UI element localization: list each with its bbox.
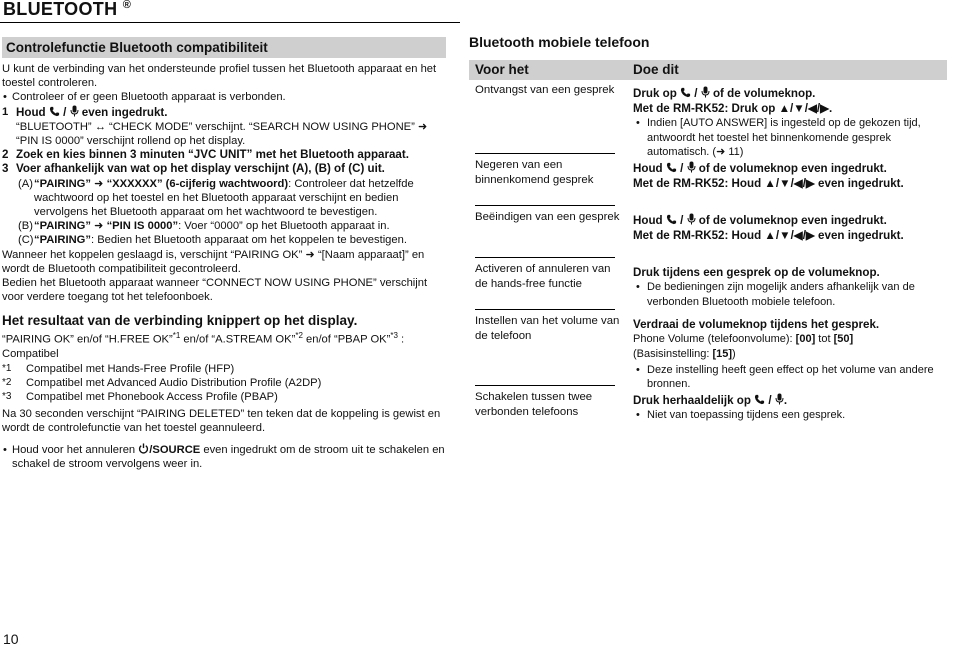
footnote: *3 Compatibel met Phonebook Access Profile (PBAP) <box>2 391 278 403</box>
page-title: BLUETOOTH ® <box>3 0 132 19</box>
phone-icon <box>666 214 677 225</box>
row-divider <box>475 257 615 258</box>
option-c: (C) “PAIRING”: Bedien het Bluetooth apparaat om het koppelen te bevestigen. <box>18 234 407 247</box>
bullet: • Controleer of er geen Bluetooth apparaat is verbonden. <box>2 90 446 104</box>
voice-icon <box>687 213 696 225</box>
section-title: Bluetooth mobiele telefoon <box>469 34 650 50</box>
row-divider <box>475 385 615 386</box>
left-column <box>2 37 446 471</box>
option-b: (B) “PAIRING” ➜ “PIN IS 0000”: Voer “0000” op het Bluetooth apparaat in. <box>18 220 390 233</box>
result-heading: Het resultaat van de verbinding knippert op het display. <box>2 313 358 329</box>
row-divider <box>475 309 615 310</box>
table-header <box>469 60 947 80</box>
phonebook-text: Bedien het Bluetooth apparaat wanneer “CONNECT NOW USING PHONE” verschijnt voor verdere toegang tot het telefoonboek. <box>2 277 428 304</box>
voice-icon <box>701 86 710 98</box>
phone-icon <box>49 106 60 117</box>
step-1-detail: “BLUETOOTH” ↔ “CHECK MODE” verschijnt. “SEARCH NOW USING PHONE” ➜ “PIN IS 0000” verschijnt rollend op het display. <box>16 120 428 148</box>
power-icon <box>138 443 149 454</box>
table-cell: Houd / of de volumeknop even ingedrukt. Met de RM-RK52: Houd ▲/▼/◀/▶ even ingedrukt. <box>633 214 904 243</box>
row-divider <box>475 205 615 206</box>
table-cell: Druk tijdens een gesprek op de volumeknop. • De bedieningen zijn mogelijk anders afhankelijk van de verbonden Bluetooth mobiele telefoon. <box>633 265 945 309</box>
intro-text: U kunt de verbinding van het ondersteunde profiel tussen het Bluetooth apparaat en het toestel controleren. <box>2 63 437 90</box>
section-title: Controlefunctie Bluetooth compatibiliteit <box>2 37 446 58</box>
table-cell: Activeren of annuleren van de hands-free functie <box>475 263 611 290</box>
page-number: 10 <box>3 631 19 647</box>
footnote: *1 Compatibel met Hands-Free Profile (HFP) <box>2 362 235 375</box>
table-cell: Instellen van het volume van de telefoon <box>475 315 620 342</box>
phone-icon <box>680 87 691 98</box>
voice-icon <box>687 161 696 173</box>
table-cell: Schakelen tussen twee verbonden telefoons <box>475 391 593 418</box>
table-cell: Beëindigen van een gesprek <box>475 211 620 223</box>
column-header: Voor het <box>475 62 529 77</box>
table-cell: Verdraai de volumeknop tijdens het gesprek. Phone Volume (telefoonvolume): [00] tot [50] (Basisinstelling: [15]) • Deze instelling heeft geen effect op het volume van andere bronnen. <box>633 317 945 392</box>
voice-icon <box>775 393 784 405</box>
phone-icon <box>754 394 765 405</box>
step-3: 3 Voer afhankelijk van wat op het display verschijnt (A), (B) of (C) uit. <box>2 162 385 176</box>
table-cell: Druk herhaaldelijk op / . • Niet van toepassing tijdens een gesprek. <box>633 393 945 423</box>
pairing-ok-text: Wanneer het koppelen geslaagd is, verschijnt “PAIRING OK” ➜ “[Naam apparaat]” en wordt de Bluetooth compatibiliteit gecontroleerd. <box>2 248 425 275</box>
right-column <box>469 33 947 422</box>
table-cell: Ontvangst van een gesprek <box>475 84 615 96</box>
table-cell: Houd / of de volumeknop even ingedrukt. Met de RM-RK52: Houd ▲/▼/◀/▶ even ingedrukt. <box>633 162 904 191</box>
column-header: Doe dit <box>633 62 679 77</box>
footnote: *2 Compatibel met Advanced Audio Distribution Profile (A2DP) <box>2 376 322 389</box>
phone-icon <box>666 162 677 173</box>
step-1: 1 Houd / even ingedrukt. <box>2 105 168 119</box>
voice-icon <box>70 105 79 117</box>
divider <box>0 22 460 23</box>
step-2: 2 Zoek en kies binnen 3 minuten “JVC UNIT” met het Bluetooth apparaat. <box>2 148 409 162</box>
cancel-text: • Houd voor het annuleren /SOURCE even ingedrukt om de stroom uit te schakelen en schakel de stroom vervolgens weer in. <box>2 443 446 471</box>
result-text: “PAIRING OK” en/of “H.FREE OK”$^{*1}$ en/of “A.STREAM OK”$^{*2}$ en/of “PBAP OK”$^{*3}$ : Compatibel <box>2 331 405 361</box>
table-cell: Druk op / of de volumeknop. Met de RM-RK52: Druk op ▲/▼/◀/▶. • Indien [AUTO ANSWER] is ingesteld op de gekozen tijd, antwoordt het toestel het binnenkomende gesprek automatisch. (➜ 11) <box>633 86 945 160</box>
option-a: (A) “PAIRING” ➜ “XXXXXX” (6-cijferig wachtwoord): Controleer dat hetzelfde wachtwoord op het toestel en het Bluetooth apparaat verschijnt en bedien vervolgens het Bluetooth apparaat om het wachtwoord te bevestigen. <box>18 177 414 219</box>
row-divider <box>475 153 615 154</box>
closing-text: Na 30 seconden verschijnt “PAIRING DELETED” ten teken dat de koppeling is gewist en wordt de controlefunctie van het toestel geannuleerd. <box>2 408 441 435</box>
table-cell: Negeren van een binnenkomend gesprek <box>475 159 594 186</box>
